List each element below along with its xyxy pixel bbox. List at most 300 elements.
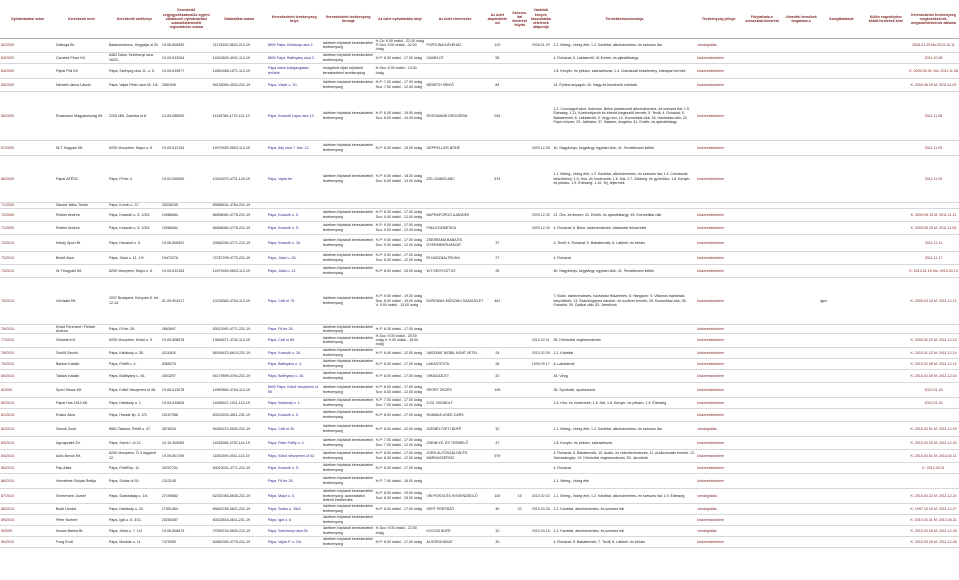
table-cell: üzletben folytatott kereskedelmi tevékenység [322,334,375,348]
table-cell [783,39,819,53]
table-cell [741,358,783,369]
table-cell: H-Cs: 9.00 órától - 22.00 óráig P-Szo: 9.00 órától - 02.00 óráig [375,39,424,52]
table-cell: üzletben folytatott kereskedelmi tevékenység [322,526,374,535]
table-row [0,334,959,348]
table-row [0,63,959,78]
table-cell: 1.3. Csomagolt kávé, dobozos, illetve palackozott alkoholmentes- és szeszes ital; 1.9. Édesség; 1.11. Közérzetjavító és étrend-kiegészítő termék; 5. Textil; 4. Ruházat; 5. Babatermék; 6. Lakástextil; 9. Vegyi áru; 10. Kozmetikai cikk; 18. Háztartási cikk; 22. Papír-írószer; 29. Játékáru; 37. Illatszer, drogéria; 41. Emlék- és ajándéktárgy [552,91,696,140]
column-header: Az üzlet nyitvatartási ideje [375,0,426,39]
table-cell: Pápa, Kossuth Lajos utca 13. [267,91,322,140]
table-cell [864,251,908,264]
table-cell [425,473,484,488]
table-cell: Pápa, Szent I. út 12. [108,436,161,449]
table-cell [485,462,510,473]
table-cell: 2012.01.15 [908,397,959,408]
table-cell: VÍN POSTA ÉS KISVENDÉGLŐ [425,488,484,503]
table-cell: 01-09-904217 [161,277,212,324]
table-cell: üzletben folytatott kereskedelmi tevékenység [322,359,374,368]
table-cell [864,140,908,155]
table-cell: kiskereskedelem [696,369,740,382]
table-cell: Pápa, Kossuth u. 5. [267,208,322,221]
table-cell [819,436,863,449]
table-cell [485,324,510,333]
table-cell: 4. Ruházat; 6. Lakástextil; 41.Emlék- és ajándéktárgy [552,52,696,63]
table-cell [819,78,863,91]
table-cell: H-P: 8.00 órától - 17.00 óráig [375,503,426,514]
table-cell [819,324,863,333]
table-cell [864,78,908,91]
table-cell: üzletben folytatott kereskedelmi tevékenység [322,398,374,407]
table-cell: kiskereskedelem [696,462,740,473]
table-cell [741,525,783,536]
table-cell [529,369,552,382]
table-cell: 19-09-510826 [161,397,212,408]
table-cell: Pápa, Vajda tér [267,155,322,202]
table-cell: 24 [485,347,510,358]
table-cell: H-P: 8.00 órától - 17.00 óráig [375,408,426,421]
column-header: Szeszes-ital kimérést folytat [510,0,529,39]
table-row [0,436,959,449]
table-cell: kiskereskedelem [696,264,740,277]
table-cell [819,39,863,53]
table-cell: üzletben folytatott kereskedelmi tevékenység [322,537,374,546]
table-cell [741,449,783,462]
table-cell: 19-06-506875 [161,525,212,536]
table-cell [819,251,863,264]
table-header [0,0,959,39]
table-cell: 14979493-9603-113-19 [212,264,267,277]
table-cell: Pápa, Kisfaludy u. 35. [108,347,161,358]
table-cell: ZÖL SZABÓ ABC [425,155,484,202]
column-header: Az üzlet alapterülete m2 [485,0,510,39]
table-cell: K: 2010.03.01 M: 2011.12.19 [908,421,959,436]
table-cell: 2011.11.17 [908,251,959,264]
table-cell [819,525,863,536]
table-cell: 32 [485,525,510,536]
table-cell [783,208,819,221]
table-cell: 1.1. Meleg-, hideg étel; 1.2. Kávéital, alkoholmentes- és szeszes ital; 1.9. Édesség [552,488,696,503]
table-cell: GEPPELLIUS BÓDÉ [425,140,484,155]
table-cell: Pápa, Szőnyeg utca 11. u. 5. [108,63,161,78]
table-cell [819,140,863,155]
table-cell: 19-09-512154 [161,264,212,277]
table-cell: H-P: 8.00 órától - 17.00 óráig [375,536,426,547]
table-cell: Pápa, Batthyány u. 45. [267,369,322,382]
table-cell: kiskereskedelem [696,277,740,324]
table-cell [741,473,783,488]
table-cell: Pápa, Kossuth u. 5. 1/3/3. [108,221,161,234]
table-cell: 1999.09.17 [529,358,552,369]
table-cell: 19086084 [161,208,212,221]
table-cell [864,382,908,397]
table-cell: 8200 Veszprém, Ő 4 üzgyünő 12. [108,449,161,462]
table-cell: Takács Katalin [55,369,108,382]
table-cell: vendéglátás [696,39,740,53]
table-cell [741,324,783,333]
table-cell: 1097 Budapest, Könyves K. krt. 12-14. [108,277,161,324]
table-cell: 68/2009 [0,155,55,202]
column-header: Jövedéki termékek forgalmaz-e [783,0,819,39]
table-cell: 2009.12.30 [529,208,552,221]
table-cell: 19470278 [161,251,212,264]
table-cell: vendéglátás [696,488,740,503]
table-cell [908,473,959,488]
table-cell [510,334,529,348]
table-cell: kiskereskedelem [696,514,740,525]
table-cell: kiskereskedelem [696,382,740,397]
table-cell: 71/2009 [0,221,55,234]
column-header: Termékkör/azonosítója [552,0,696,39]
table-cell: Pápa, Kisfaludy u. 1. [108,397,161,408]
table-cell: 60332616-4611-231-19 [212,514,267,525]
column-header: Az üzlet elnevezése [425,0,484,39]
table-cell: 60024243-4511-231-19 [212,408,267,421]
table-cell [510,91,529,140]
table-cell: EUROMAX MŰSZAKI SZAKÜZLET [425,277,484,324]
table-cell: Pápa, Major u. 5. [267,488,322,503]
table-cell: 55 [485,52,510,63]
table-cell: H-P: 8.00 órától - 19.00 óráig Szo: 8.00 órától - 15.00 óráig [375,488,426,503]
table-cell: Pápa, Petőfi ltp. 11. [108,462,161,473]
table-cell [510,514,529,525]
table-row [0,91,959,140]
table-cell: 83/2010. [0,436,55,449]
table-cell: 47 [485,436,510,449]
table-cell: H-P: 8.00 órától - 17.00 óráig [375,358,426,369]
table-cell [529,449,552,462]
column-header: Kereskedő székhelye [108,0,161,39]
table-cell: Camelot Plusz Kft. [55,52,108,63]
table-cell [485,397,510,408]
table-cell: 8/2009. [0,382,55,397]
table-cell [510,234,529,251]
table-row [0,140,959,155]
table-cell [819,514,863,525]
table-cell: Fong Ernő [55,536,108,547]
table-cell: 27 [485,251,510,264]
table-cell [741,503,783,514]
table-cell: 1313145 [161,473,212,488]
table-cell [741,234,783,251]
table-cell: 20157288 [161,408,212,421]
table-cell [819,449,863,462]
table-cell: VIRÁGÜZLET [425,369,484,382]
table-cell: 81/2010. [0,408,55,421]
table-cell: W.T.Kagyaló Kft. [55,264,108,277]
table-cell: 4. Ruházat; 5. Babatermék; 10. Audio- és videoberendezés; 11. Audiovizuális termék; 12. Szerszámgép; 19. Hírközlési végberendezés; 53. Járművek [552,449,696,462]
table-cell: mozgóbolt útján folytatott kereskedelmi tevékenység [322,63,375,78]
table-cell: 17591464 [161,503,212,514]
table-cell: 84 [485,78,510,91]
table-cell: Pápa, Jókai u. 26. [267,251,322,264]
table-cell [741,397,783,408]
table-cell [783,408,819,421]
table-cell: 8500 Pápa, Kisfaludy utca 2. [267,39,322,53]
table-cell: üzletben folytatott kereskedelmi tevékenység [322,463,374,472]
table-cell: H-P: 8.30 órától - 17.00 óráig [375,324,426,333]
table-cell: 25336155 [161,202,212,208]
table-cell: Pápa, Petőfi u. 4. [108,358,161,369]
table-cell [425,324,484,333]
table-cell: 8500 Pápa, Batthyány utca 3. [267,52,322,63]
table-cell: 2010.03.28 [529,503,552,514]
table-cell: Németh János László [55,78,108,91]
table-cell [741,91,783,140]
table-cell: 32 [485,421,510,436]
table-cell: 27594744-5630-212-19 [212,525,267,536]
table-cell: Reisler Andrea [55,221,108,234]
table-cell: kiskereskedelem [696,234,740,251]
table-cell: 54135064-4533-231-19 [212,78,267,91]
table-cell [741,536,783,547]
table-cell: üzletben folytatott kereskedelmi tevékenység [322,369,375,382]
table-cell [819,91,863,140]
table-cell: K: 2010.03.31 M: 2013.04.31 [908,514,959,525]
table-cell: 82/2010. [0,421,55,436]
table-cell: Pápa, Kisfaludy u. 1. [267,397,322,408]
table-cell: Horváthné Gulyás Reálja [55,473,108,488]
table-cell: Pápa, Kossuth u. 5. [267,462,322,473]
table-cell [864,334,908,348]
table-cell: 2011.10.28 [908,52,959,63]
table-cell [510,52,529,63]
table-cell: 14343629-4941-113-19 [212,52,267,63]
table-cell: 90/2010 [0,536,55,547]
table-cell: SPORT ÖKZÉS [425,382,484,397]
table-cell: 19086084 [161,221,212,234]
table-cell [864,234,908,251]
table-cell: 2011.11.09 [908,140,959,155]
table-cell: 79/2010 [0,358,55,369]
table-cell: kiskereskedelem [696,324,740,333]
table-row [0,52,959,63]
table-cell: 63/2009 [0,52,55,63]
table-cell [529,251,552,264]
table-cell: 11535266-4752-114-19 [212,436,267,449]
table-cell [485,408,510,421]
table-cell [485,221,510,234]
table-cell: Vörösaki Kft. [55,277,108,324]
table-cell [741,382,783,397]
table-cell: Pápa, Jókai u. 7. 1/4 [108,525,161,536]
table-row [0,277,959,324]
table-cell [864,369,908,382]
table-cell: 2011.11.11 [908,234,959,251]
table-cell: kiskereskedelem [696,155,740,202]
table-cell: H-P: 8.00 órától - 12.00 óráig [375,347,426,358]
table-cell: Pápa, Korvin u. 37. [108,202,161,208]
table-cell: Pápa, Vásár u. 30. [267,78,322,91]
table-cell [908,408,959,421]
table-cell: 44. Virág [552,369,696,382]
table-cell [783,334,819,348]
table-cell [864,277,908,324]
table-cell [510,525,529,536]
table-cell [819,536,863,547]
table-cell: Pápa, Külső Veszprémi út 98. [108,382,161,397]
table-cell [741,369,783,382]
table-row [0,421,959,436]
table-cell: 8200 Veszprém, Major u. 8. [108,140,161,155]
table-cell [741,277,783,324]
table-cell: Pápa, Celli út 85. [267,334,322,348]
table-cell: 19-06-506901 [161,234,212,251]
table-cell: 2010.02.01 [529,334,552,348]
table-cell: ZSEMLYÉ- ÉS TERMELŐ [425,436,484,449]
table-cell: 8200 Veszprém, Major u. 8. [108,264,161,277]
table-cell: 19-06-513078 [161,382,212,397]
table-cell [741,514,783,525]
table-cell: 26. Sportcikk; sporteszköz [552,382,696,397]
table-row [0,382,959,397]
table-cell: K: 2010.03.22 M: 2011.12.24 [908,488,959,503]
table-cell: H-P: 7.00 órától - 17.00 óráig Szo: 7.00 órától - 12.00 óráig [375,397,426,408]
table-cell: 62/2009. [0,39,55,53]
table-cell: üzletben folytatott kereskedelmi tevékenység [322,382,375,397]
table-cell [425,462,484,473]
table-cell: Pápa, Batthyány u. 45. [108,369,161,382]
table-cell [741,408,783,421]
table-cell: 19-10-300063 [161,436,212,449]
table-cell [783,436,819,449]
table-cell: 65603765-5621-231-19 [212,503,267,514]
table-cell [783,536,819,547]
table-cell: Reisler Andrea [55,208,108,221]
table-cell [529,324,552,333]
table-cell: 26 [485,264,510,277]
table-cell: 1.2. Meleg-, hideg étel; 1.2. Kávéital, alkoholmentes- és szeszes ital [552,39,696,53]
table-cell [741,78,783,91]
table-cell [864,39,908,53]
table-cell: ALSÓRUHÁZAT [425,536,484,547]
table-cell [741,221,783,234]
table-cell: W.T. Kagyaló Kft. [55,140,108,155]
table-cell: üzletben folytatott kereskedelmi tevékenység [322,251,375,264]
table-cell [819,358,863,369]
table-cell: H-P: 7.00 órától - 17.00 óráig Szo: 7.00 órától - 12.00 óráig [375,436,426,449]
table-cell: Bulai Lénárd [55,503,108,514]
table-cell: H-Szo: 6.00 órától - 13.00 óráig [375,63,426,78]
table-cell: 87/2010 [0,488,55,503]
table-cell: K: 2009.05.15 M: 2011.11.06 [908,221,959,234]
table-cell: Pápa, Szabadság u. 1/4. [108,488,161,503]
table-cell [819,421,863,436]
table-cell: üzletben folytatott kereskedelmi tevékenység [322,234,375,251]
table-cell: H-P: 9.00 órától - 17.00 óráig Szo: 9.00 órától - 12.00 óráig [375,221,426,234]
table-row [0,324,959,333]
table-cell: Pápa, Igal u. 8. [267,514,322,525]
table-cell: 3. Textil; 4. Ruházat; 5. Babatermék; 8. Lábbeli- és bőráru [552,234,696,251]
table-cell: vendéglátás [696,525,740,536]
table-cell: Bariton Katalin [55,358,108,369]
table-cell [783,234,819,251]
table-cell: 1.2. Kávéital, alkoholmentes- és szeszes ital [552,503,696,514]
table-cell: H-Szo: 9.00 órától - 22.00 óráig [375,525,426,536]
table-row [0,462,959,473]
table-cell [864,52,908,63]
table-cell: FORTUNA KÁVÉHÁZ [425,39,484,53]
table-cell [529,78,552,91]
table-cell: 2008.01.29 [529,39,552,53]
table-cell: KERT PRESSZÓ [425,503,484,514]
table-cell: 20 [485,369,510,382]
table-cell [425,514,484,525]
table-cell [783,52,819,63]
table-cell [819,503,863,514]
table-cell [529,421,552,436]
table-cell [908,324,959,333]
table-cell: 84/2010. [0,449,55,462]
table-cell: 105 [485,382,510,397]
table-cell [529,52,552,63]
table-cell [510,78,529,91]
table-cell: 1.1. Meleg-, hideg étel; 1.2. Kávéital, alkoholmentes- és szeszes ital [552,421,696,436]
table-cell: 78/2010 [0,347,55,358]
table-cell: üzletben folytatott kereskedelmi tevékenység [322,436,375,449]
table-cell: üzletben folytatott kereskedelmi tevékenység [322,155,375,202]
table-row [0,264,959,277]
table-cell: üzletben folytatott kereskedelmi tevékenység [322,324,374,333]
table-cell: SZEMÉLYZETI BÜFÉ [425,421,484,436]
table-cell: 80/2010. [0,397,55,408]
table-cell: üzletben folytatott kereskedelmi tevékenység [322,78,375,91]
table-cell: Pápai Póli Kft. [55,63,108,78]
table-cell [819,264,863,277]
table-cell: 4. Ruházat [552,251,696,264]
column-header: Kereskedelmi tevékenység megkezdésének, megszüntetésének dátuma [908,0,959,39]
table-cell [212,358,267,369]
table-cell [819,382,863,397]
table-cell [864,408,908,421]
table-cell [819,397,863,408]
table-cell: 52862053-4779-231-19 [212,536,267,547]
table-cell: 4. Ruházat; 6. Bútor, lakberendezés, háztartási felszerelés [552,221,696,234]
table-cell [819,234,863,251]
table-cell: Pápa, Celli út 75. [267,277,322,324]
table-cell [529,264,552,277]
table-cell [819,155,863,202]
table-cell: Pápa, Jókai u. 12. [267,264,322,277]
table-cell: K: 2010.03.01 M: 2014.02.11 [908,449,959,462]
table-cell: Pápa, Fő tér 4. [108,155,161,202]
table-cell: Pápa, Kossuth u. 5. 1/3/3. [108,208,161,221]
table-cell [485,208,510,221]
table-cell: K: 1997.10.10 M: 2011.12.27 [908,503,959,514]
table-cell: 4211604 [161,347,212,358]
table-cell: Pápa, Ady utca 7. fszt. 12. [267,140,322,155]
table-cell [510,436,529,449]
table-cell [819,488,863,503]
table-cell: H-P: 8.00 órától - 17.00 óráig Szo: 8.00 órától - 12.00 óráig [375,449,426,462]
table-cell [529,277,552,324]
table-cell: igen [819,277,863,324]
table-cell: 14. Építési anyagok; 40. Nagy-és kisméretű sírkövek [552,78,696,91]
table-cell: 8482 Doba, Széchenyi utca 162/2. [108,52,161,63]
column-header: Kereskedő cégjegyzékszáma/Az egyéni vállalkozói nyilvántartási száma/kistermelői regisztrációs száma [161,0,212,39]
table-cell: Balatonederics, Hegyalja út 30. [108,39,161,53]
column-header: Szolgáltatások [819,0,863,39]
table-cell: üzletben folytatott kereskedelmi tevékenység [322,264,375,277]
column-header: Statisztikai száma [212,0,267,39]
table-cell: 579 [485,449,510,462]
table-cell [864,473,908,488]
table-row [0,525,959,536]
table-cell: 10043470-4711-129-19 [212,155,267,202]
table-cell [375,514,426,525]
table-cell: 11149769-4775-113-13 [212,91,267,140]
table-cell: LAKÁSTEXTIL [425,358,484,369]
table-cell [510,369,529,382]
table-cell [510,208,529,221]
